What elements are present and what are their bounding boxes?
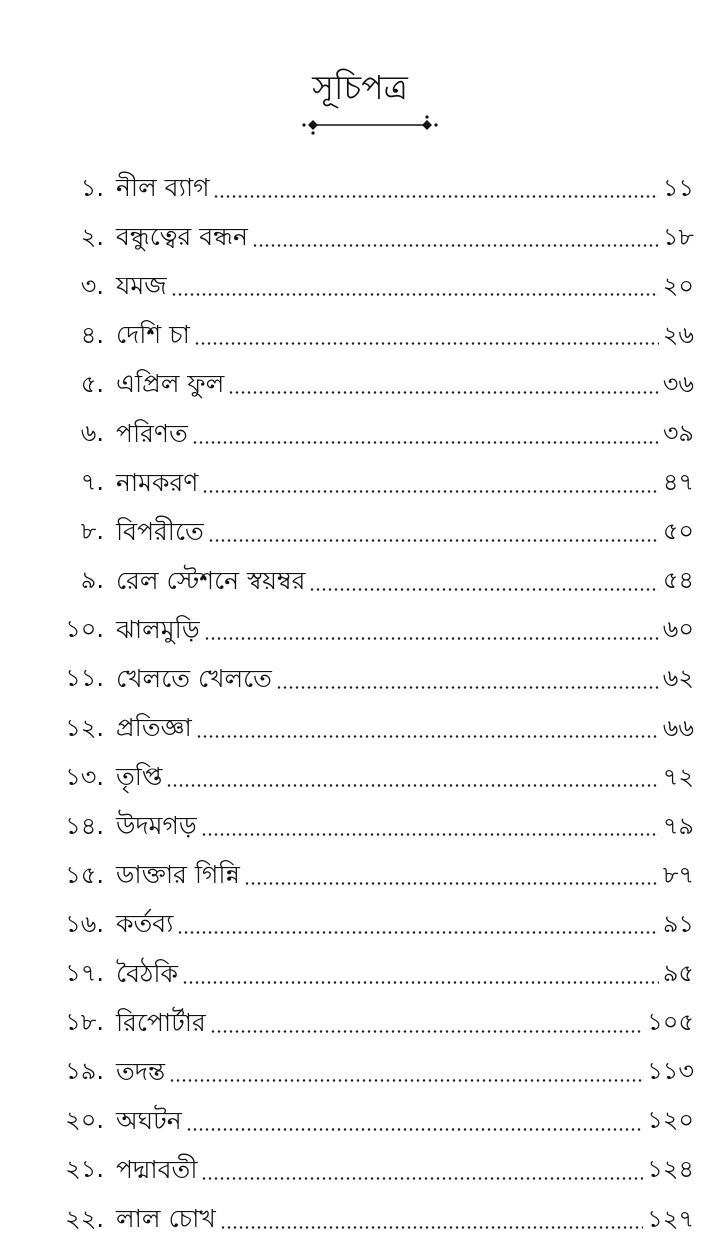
toc-entry (0, 509, 720, 558)
entry-page-number: ৯৫ (662, 959, 694, 988)
entry-page-number: ১২০ (647, 1106, 694, 1135)
toc-entry (0, 214, 720, 263)
toc-list (0, 165, 720, 1245)
toc-entry (0, 901, 720, 950)
entry-number: ১৪. (65, 811, 104, 840)
entry-page-number: ৬২ (662, 664, 694, 693)
entry-number: ২. (80, 222, 104, 251)
entry-number: ১৫. (65, 860, 104, 889)
entry-title: রেল স্টেশনে স্বয়ম্বর (116, 565, 306, 595)
entry-page-number: ৭৯ (662, 811, 694, 840)
dot-leader (201, 1177, 643, 1180)
toc-entry (0, 263, 720, 312)
toc-entry (0, 1049, 720, 1098)
toc-entry (0, 1098, 720, 1147)
entry-title: উদমগড় (116, 811, 197, 841)
entry-title: তদন্ত (116, 1056, 166, 1086)
entry-number: ২২. (65, 1204, 104, 1233)
entry-page-number: ৮৭ (662, 860, 694, 889)
page-title: সূচিপত্র (312, 68, 408, 107)
entry-page-number: ৪৭ (662, 468, 694, 497)
toc-entry (0, 607, 720, 656)
toc-entry (0, 1000, 720, 1049)
dot-leader (177, 931, 658, 934)
entry-title: খেলতে খেলতে (116, 663, 272, 693)
entry-page-number: ৫৪ (662, 566, 694, 595)
entry-number: ২০. (65, 1106, 104, 1135)
entry-title: পদ্মাবতী (116, 1154, 198, 1184)
entry-number: ১৭. (65, 959, 104, 988)
entry-title: নামকরণ (116, 467, 199, 497)
entry-number: ৮. (80, 517, 104, 546)
entry-page-number: ২৬ (662, 320, 694, 349)
entry-title: তৃপ্তি (116, 762, 163, 792)
entry-number: ১৯. (65, 1057, 104, 1086)
entry-number: ১. (80, 173, 104, 202)
entry-title: যমজ (116, 271, 167, 301)
toc-entry (0, 852, 720, 901)
entry-page-number: ১২৭ (647, 1204, 694, 1233)
entry-number: ৫. (80, 369, 104, 398)
entry-page-number: ৬০ (662, 615, 694, 644)
dot-leader (166, 784, 658, 787)
dot-leader (202, 490, 658, 493)
entry-page-number: ৫০ (662, 517, 694, 546)
entry-number: ১১. (65, 664, 104, 693)
dot-leader (196, 735, 659, 738)
entry-title: বন্ধুত্বের বন্ধন (116, 222, 248, 252)
toc-entry (0, 1196, 720, 1245)
entry-page-number: ৩৯ (662, 419, 694, 448)
dot-leader (276, 686, 659, 689)
dot-leader (252, 244, 659, 247)
diamond-flourish-icon (300, 114, 440, 140)
toc-entry (0, 951, 720, 1000)
entry-number: ৪. (80, 320, 104, 349)
entry-page-number: ৭২ (662, 762, 694, 791)
dot-leader (220, 1226, 643, 1229)
entry-page-number: ৯১ (662, 909, 694, 938)
entry-number: ৯. (80, 566, 104, 595)
dot-leader (213, 195, 658, 198)
entry-number: ৬. (80, 419, 104, 448)
entry-title: কর্তব্য (116, 909, 174, 939)
dot-leader (208, 539, 659, 542)
entry-number: ৭. (80, 468, 104, 497)
toc-entry (0, 460, 720, 509)
toc-entry (0, 558, 720, 607)
dot-leader (194, 342, 659, 345)
entry-number: ১০. (65, 615, 104, 644)
entry-page-number: ৩৬ (662, 369, 694, 398)
dot-leader (228, 391, 658, 394)
entry-title: নীল ব্যাগ (116, 173, 210, 203)
entry-title: লাল চোখ (116, 1204, 216, 1234)
toc-entry (0, 361, 720, 410)
dot-leader (186, 1128, 644, 1131)
dot-leader (244, 882, 659, 885)
entry-title: পরিণত (116, 418, 188, 448)
toc-entry (0, 312, 720, 361)
entry-number: ১২. (65, 713, 104, 742)
dot-leader (210, 1030, 643, 1033)
entry-title: বিপরীতে (116, 516, 204, 546)
toc-entry (0, 1147, 720, 1196)
entry-number: ১৮. (65, 1008, 104, 1037)
entry-title: অঘটন (116, 1105, 182, 1135)
entry-title: ডাক্তার গিন্নি (116, 860, 240, 890)
entry-page-number: ১২৪ (647, 1155, 694, 1184)
entry-title: বৈঠকি (116, 958, 179, 988)
entry-title: দেশি চা (116, 320, 190, 350)
dot-leader (192, 441, 659, 444)
entry-number: ১৬. (65, 909, 104, 938)
toc-entry (0, 410, 720, 459)
toc-entry (0, 705, 720, 754)
dot-leader (171, 293, 659, 296)
toc-entry (0, 656, 720, 705)
entry-page-number: ৬৬ (662, 713, 694, 742)
dot-leader (182, 981, 659, 984)
entry-page-number: ১০৫ (647, 1008, 694, 1037)
entry-page-number: ২০ (662, 271, 694, 300)
entry-number: ২১. (65, 1155, 104, 1184)
entry-title: এপ্রিল ফুল (116, 369, 225, 399)
dot-leader (201, 833, 659, 836)
entry-page-number: ১৮ (662, 222, 694, 251)
entry-title: রিপোর্টার (116, 1007, 206, 1037)
entry-number: ৩. (80, 271, 104, 300)
dot-leader (169, 1079, 643, 1082)
entry-page-number: ১১৩ (647, 1057, 694, 1086)
toc-entry (0, 803, 720, 852)
entry-title: প্রতিজ্ঞা (116, 713, 192, 743)
dot-leader (309, 588, 658, 591)
dot-leader (204, 637, 659, 640)
toc-entry (0, 165, 720, 214)
entry-title: ঝালমুড়ি (116, 614, 200, 644)
entry-page-number: ১১ (662, 173, 694, 202)
entry-number: ১৩. (65, 762, 104, 791)
toc-entry (0, 754, 720, 803)
